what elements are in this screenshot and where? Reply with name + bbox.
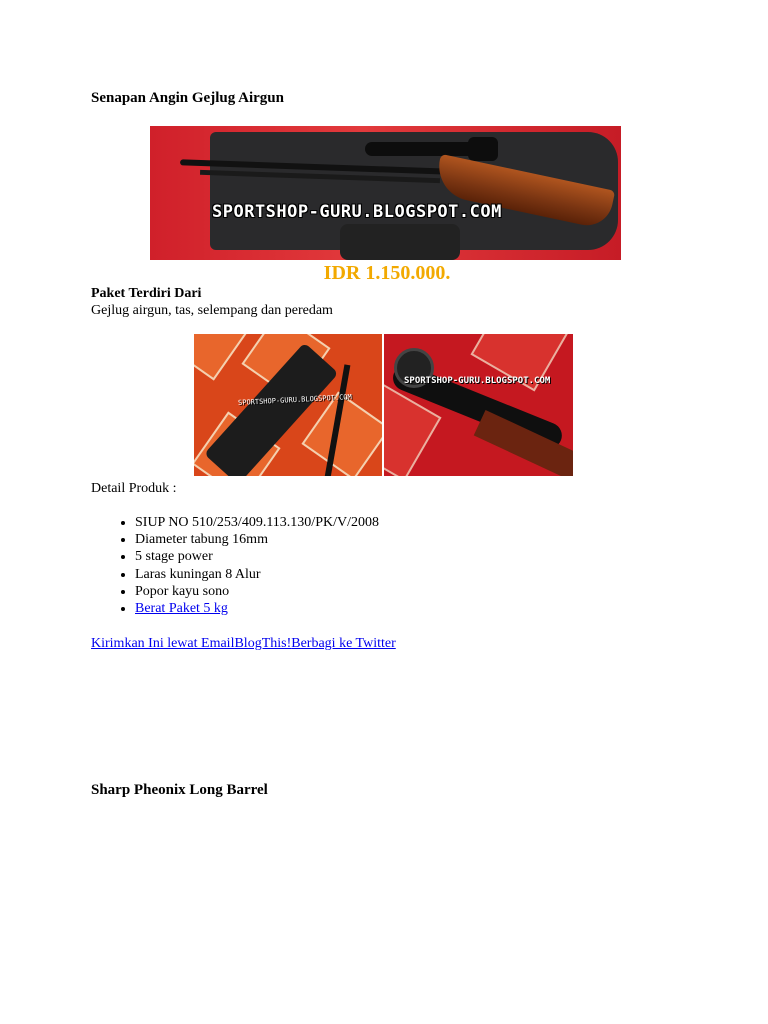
detail-list — [91, 514, 379, 617]
list-item: • SIUP NO 510/253/409.113.130/PK/V/2008 — [135, 514, 379, 531]
gallery-photo-scope[interactable] — [384, 334, 573, 476]
detail-label: Detail Produk : — [91, 481, 177, 496]
package-title: Paket Terdiri Dari — [91, 286, 202, 301]
list-item: • 5 stage power — [135, 548, 379, 565]
share-links — [91, 636, 396, 652]
floor-tile — [194, 334, 251, 381]
gallery-photo-bag[interactable] — [194, 334, 382, 476]
list-item: • Popor kayu sono — [135, 583, 379, 600]
rifle-scope-objective — [468, 137, 498, 161]
list-item-link — [135, 600, 379, 617]
share-twitter-link[interactable]: Berbagi ke Twitter — [291, 636, 396, 651]
blogthis-link[interactable]: BlogThis! — [234, 636, 292, 651]
photo-watermark: SPORTSHOP-GURU.BLOGSPOT.COM — [237, 393, 352, 407]
section-title-sharp: Sharp Pheonix Long Barrel — [91, 782, 268, 798]
list-item: • Diameter tabung 16mm — [135, 531, 379, 548]
gun-case-pocket — [340, 224, 460, 260]
photo-watermark: SPORTSHOP-GURU.BLOGSPOT.COM — [212, 202, 502, 222]
share-email-link[interactable]: Kirimkan Ini lewat Email — [91, 636, 235, 651]
product-main-photo[interactable] — [150, 126, 621, 260]
package-description: Gejlug airgun, tas, selempang dan peredam — [91, 303, 333, 318]
section-title-gejlug: Senapan Angin Gejlug Airgun — [91, 90, 284, 106]
package-weight-link[interactable]: Berat Paket 5 kg — [135, 601, 228, 617]
photo-watermark: SPORTSHOP-GURU.BLOGSPOT.COM — [404, 376, 551, 386]
product-price: IDR 1.150.000. — [323, 262, 451, 284]
list-item: • Laras kuningan 8 Alur — [135, 566, 379, 583]
